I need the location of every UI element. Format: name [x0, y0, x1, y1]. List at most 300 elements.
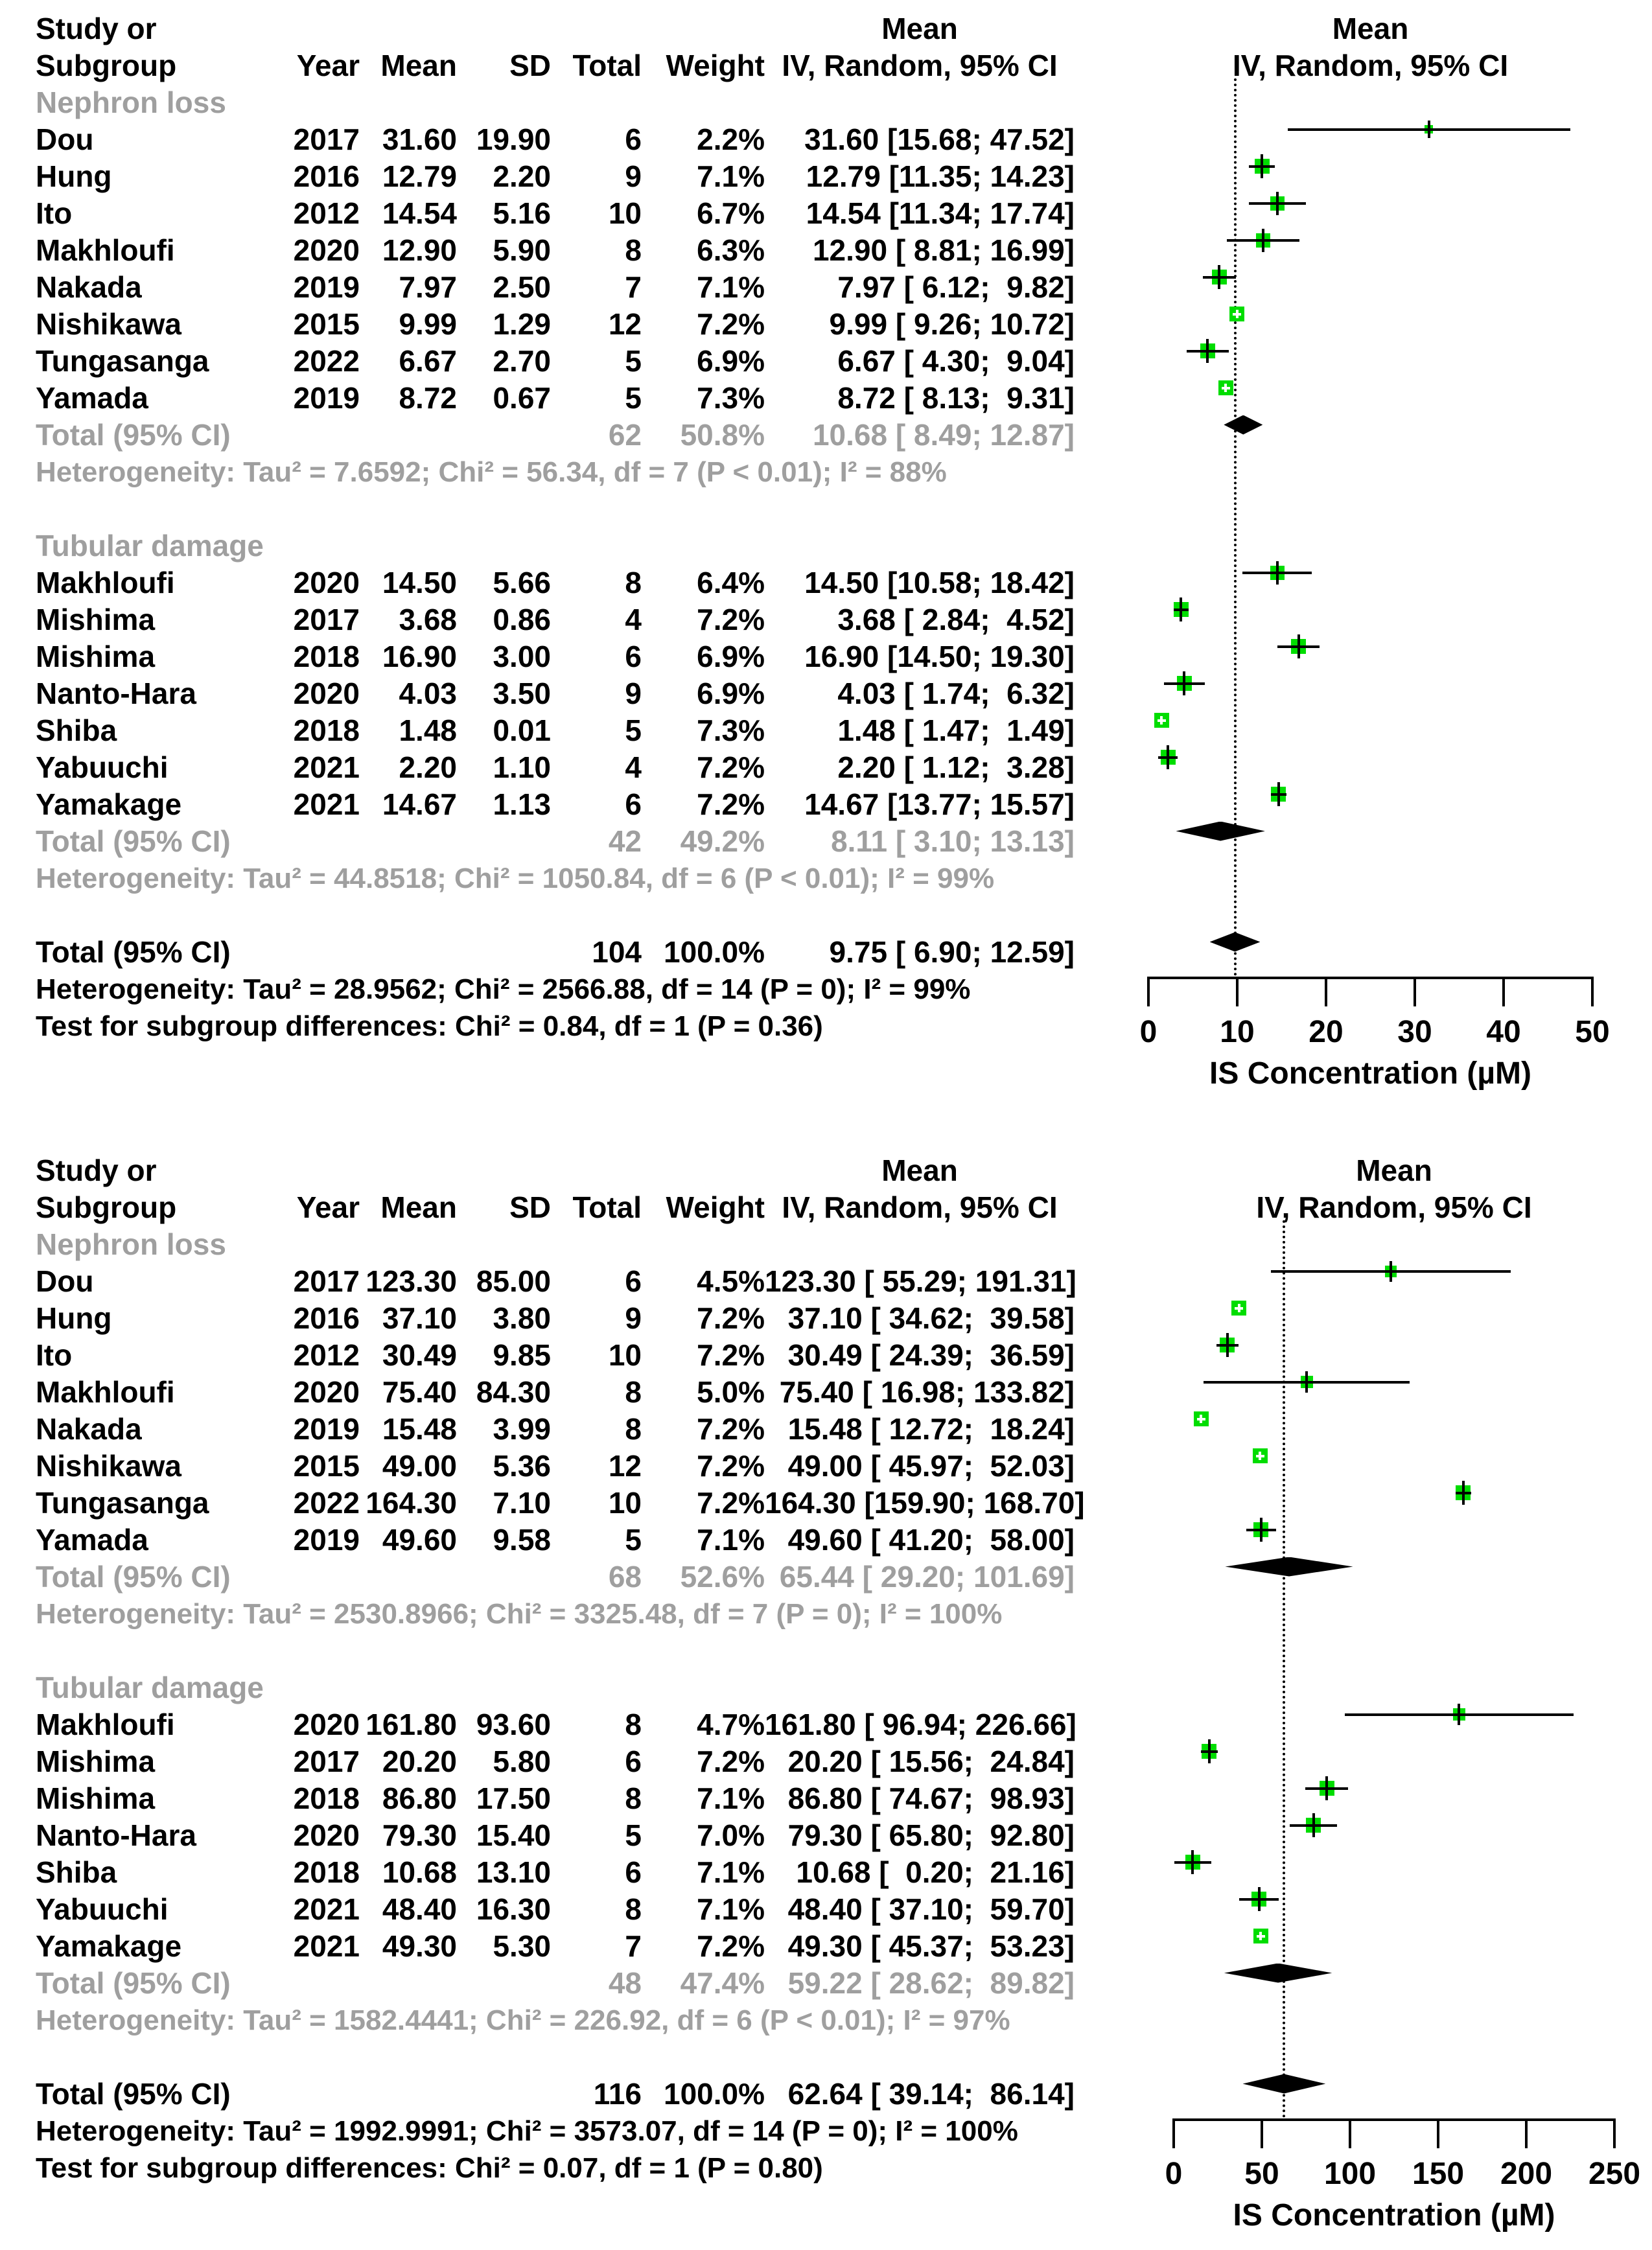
point-estimate-tick: [1312, 1813, 1315, 1837]
total-value: 6: [625, 787, 642, 821]
point-estimate-cross: [1197, 1418, 1205, 1421]
study-name: Makhloufi: [36, 566, 175, 599]
total-value: 116: [593, 2077, 642, 2111]
sd-value: 0.01: [493, 713, 551, 747]
diamond-marker: [1224, 1964, 1332, 1983]
column-header-total: Total: [572, 49, 642, 82]
sd-value: 84.30: [476, 1375, 551, 1409]
diamond-marker: [1176, 822, 1264, 841]
study-row: [0, 1891, 1089, 1928]
year-value: 2021: [293, 1892, 360, 1926]
study-row: [0, 1928, 1089, 1965]
sd-value: 5.80: [493, 1745, 551, 1778]
point-estimate-cross: [1257, 1935, 1265, 1938]
forest-table: [0, 1152, 1089, 2186]
sd-value: 2.50: [493, 270, 551, 304]
diamond-marker: [1225, 1557, 1353, 1577]
point-estimate-tick: [1180, 597, 1182, 621]
axis-tick-label: 50: [1575, 1015, 1610, 1049]
total-value: 10: [608, 1338, 642, 1372]
axis-tick-label: 150: [1412, 2157, 1465, 2191]
total-value: 62: [608, 418, 642, 452]
sd-value: 7.10: [493, 1486, 551, 1520]
study-row: [0, 1448, 1089, 1485]
study-name: Total (95% CI): [36, 418, 231, 452]
year-value: 2021: [293, 750, 360, 784]
study-row: [0, 1411, 1089, 1448]
axis-tick: [1349, 2118, 1351, 2148]
axis-tick: [1325, 977, 1327, 1006]
study-name: Ito: [36, 1338, 73, 1372]
mean-value: 14.54: [382, 196, 457, 230]
plot-header-mean: Mean: [1332, 12, 1409, 45]
point-estimate-cross: [1158, 719, 1166, 722]
year-value: [250, 1965, 360, 2002]
point-estimate-tick: [1260, 1518, 1262, 1542]
year-value: 2022: [293, 344, 360, 378]
diamond-marker: [1242, 2074, 1325, 2094]
mean-value: 6.67: [399, 344, 457, 378]
overall-heterogeneity-row: Heterogeneity: Tau² = 28.9562; Chi² = 2566.88, df = 14 (P = 0); I² = 99%: [36, 973, 971, 1005]
study-name: Makhloufi: [36, 1375, 175, 1409]
weight-value: 7.2%: [697, 1486, 765, 1520]
total-value: 48: [608, 1966, 642, 2000]
heterogeneity-row: Heterogeneity: Tau² = 44.8518; Chi² = 1050.84, df = 6 (P < 0.01); I² = 99%: [36, 863, 995, 894]
year-value: 2019: [293, 1523, 360, 1557]
year-value: [250, 823, 360, 860]
sd-value: 5.66: [493, 566, 551, 599]
ci-value: 7.97 [ 6.12; 9.82]: [837, 270, 1075, 304]
total-row: [0, 1965, 1089, 2002]
ci-value: 1.48 [ 1.47; 1.49]: [837, 713, 1075, 747]
sd-value: 3.99: [493, 1412, 551, 1446]
study-row: [0, 269, 1089, 306]
sd-value: 13.10: [476, 1855, 551, 1889]
study-row: [0, 1485, 1089, 1522]
mean-value: 49.00: [382, 1449, 457, 1483]
weight-value: 47.4%: [680, 1966, 765, 2000]
weight-value: 6.4%: [697, 566, 765, 599]
year-value: 2016: [293, 1301, 360, 1335]
axis-tick: [1414, 977, 1416, 1006]
study-name: Mishima: [36, 1745, 156, 1778]
weight-value: 100.0%: [663, 935, 765, 969]
spacer-row: [0, 2039, 1089, 2076]
mean-value: 48.40: [382, 1892, 457, 1926]
weight-value: 6.3%: [697, 233, 765, 267]
year-value: 2018: [293, 1781, 360, 1815]
year-value: [250, 2076, 360, 2113]
sd-value: [457, 417, 551, 454]
study-row: [0, 712, 1089, 749]
axis-tick: [1236, 977, 1239, 1006]
weight-value: 6.7%: [697, 196, 765, 230]
weight-value: 7.3%: [697, 713, 765, 747]
study-name: Nanto-Hara: [36, 677, 196, 710]
study-name: Mishima: [36, 603, 156, 636]
weight-value: 7.2%: [697, 1449, 765, 1483]
year-value: 2012: [293, 196, 360, 230]
ci-value: 65.44 [ 29.20; 101.69]: [779, 1560, 1075, 1594]
point-estimate-tick: [1305, 1371, 1308, 1393]
point-estimate-tick: [1258, 1887, 1261, 1911]
study-row: [0, 1780, 1089, 1817]
year-value: 2020: [293, 1375, 360, 1409]
year-value: 2022: [293, 1486, 360, 1520]
mean-value: [360, 934, 457, 971]
total-value: 8: [625, 233, 642, 267]
weight-value: 7.3%: [697, 381, 765, 415]
weight-value: 49.2%: [680, 824, 765, 858]
ci-value: 12.79 [11.35; 14.23]: [806, 159, 1075, 193]
total-value: 12: [608, 307, 642, 341]
ci-value: 48.40 [ 37.10; 59.70]: [787, 1892, 1075, 1926]
spacer: [642, 1152, 765, 1189]
sd-value: 17.50: [476, 1781, 551, 1815]
column-header-mean-over-ci: Mean: [881, 12, 958, 45]
weight-value: 7.1%: [697, 159, 765, 193]
sd-value: 16.30: [476, 1892, 551, 1926]
study-row: [0, 1817, 1089, 1854]
study-row: [0, 1337, 1089, 1374]
year-value: 2015: [293, 307, 360, 341]
subgroup-test-row: Test for subgroup differences: Chi² = 0.84, df = 1 (P = 0.36): [36, 1010, 823, 1042]
study-name: Hung: [36, 159, 112, 193]
study-name: Nishikawa: [36, 1449, 181, 1483]
study-row: [0, 343, 1089, 380]
weight-value: 7.2%: [697, 1412, 765, 1446]
sd-value: 19.90: [476, 122, 551, 156]
total-value: 10: [608, 196, 642, 230]
point-estimate-tick: [1183, 671, 1185, 695]
weight-value: 7.2%: [697, 750, 765, 784]
weight-value: 4.5%: [697, 1264, 765, 1298]
ci-value: 62.64 [ 39.14; 86.14]: [787, 2077, 1075, 2111]
weight-value: 6.9%: [697, 640, 765, 673]
sd-value: 5.36: [493, 1449, 551, 1483]
total-value: 8: [625, 1708, 642, 1741]
column-header-weight: Weight: [666, 1190, 765, 1224]
total-value: 8: [625, 566, 642, 599]
heterogeneity-row: Heterogeneity: Tau² = 7.6592; Chi² = 56.34, df = 7 (P < 0.01); I² = 88%: [36, 456, 947, 488]
total-value: 9: [625, 1301, 642, 1335]
year-value: 2020: [293, 1818, 360, 1852]
forest-plot-um-high: [0, 1142, 1652, 2250]
study-name: Dou: [36, 122, 94, 156]
column-header-subgroup: Subgroup: [36, 1190, 177, 1224]
point-estimate-tick: [1226, 1333, 1229, 1357]
study-row: [0, 1374, 1089, 1411]
sd-value: 2.20: [493, 159, 551, 193]
study-row: [0, 1706, 1089, 1743]
ci-value: 37.10 [ 34.62; 39.58]: [787, 1301, 1075, 1335]
total-value: 68: [608, 1560, 642, 1594]
table-header-row-1: [0, 10, 1089, 47]
weight-value: 6.9%: [697, 344, 765, 378]
study-row: [0, 306, 1089, 343]
ci-value: 59.22 [ 28.62; 89.82]: [787, 1966, 1075, 2000]
mean-value: 161.80: [366, 1708, 457, 1741]
mean-value: 49.30: [382, 1929, 457, 1963]
study-name: Yamada: [36, 1523, 148, 1557]
ci-value: 8.11 [ 3.10; 13.13]: [831, 824, 1075, 858]
study-name: Shiba: [36, 1855, 117, 1889]
year-value: [250, 934, 360, 971]
weight-value: 5.0%: [697, 1375, 765, 1409]
total-value: 5: [625, 1818, 642, 1852]
point-estimate-tick: [1206, 339, 1209, 363]
study-row: [0, 749, 1089, 786]
study-name: Nanto-Hara: [36, 1818, 196, 1852]
study-name: Yamakage: [36, 787, 182, 821]
study-name: Mishima: [36, 640, 156, 673]
table-header-row-2: [0, 47, 1089, 84]
mean-value: 86.80: [382, 1781, 457, 1815]
weight-value: 7.2%: [697, 787, 765, 821]
mean-value: [360, 1559, 457, 1595]
ci-value: 31.60 [15.68; 47.52]: [804, 122, 1075, 156]
ci-value: 14.67 [13.77; 15.57]: [804, 787, 1075, 821]
sd-value: [457, 934, 551, 971]
study-name: Dou: [36, 1264, 94, 1298]
mean-value: [360, 2076, 457, 2113]
total-value: 6: [625, 122, 642, 156]
column-header-study-1: Study or: [36, 12, 157, 45]
study-row: [0, 195, 1089, 232]
year-value: 2021: [293, 1929, 360, 1963]
year-value: 2017: [293, 1745, 360, 1778]
subgroup-name: Tubular damage: [36, 1671, 264, 1704]
sd-value: 3.50: [493, 677, 551, 710]
study-row: [0, 1300, 1089, 1337]
sd-value: 9.58: [493, 1523, 551, 1557]
mean-value: 20.20: [382, 1745, 457, 1778]
column-header-mean: Mean: [380, 1190, 457, 1224]
ci-value: 12.90 [ 8.81; 16.99]: [812, 233, 1075, 267]
mean-value: 37.10: [382, 1301, 457, 1335]
year-value: 2018: [293, 1855, 360, 1889]
spacer: [642, 10, 765, 47]
ci-value: 164.30 [159.90; 168.70]: [765, 1486, 1085, 1520]
weight-value: 7.2%: [697, 1929, 765, 1963]
study-name: Yamada: [36, 381, 148, 415]
x-axis-label: IS Concentration (µM): [1233, 2198, 1555, 2233]
point-estimate-tick: [1277, 782, 1280, 806]
ci-value: 14.50 [10.58; 18.42]: [804, 566, 1075, 599]
study-row: [0, 380, 1089, 417]
axis-tick-label: 10: [1220, 1015, 1255, 1049]
study-row: [0, 2076, 1089, 2113]
sd-value: 5.30: [493, 1929, 551, 1963]
study-name: Total (95% CI): [36, 935, 231, 969]
study-row: [0, 232, 1089, 269]
column-header-total: Total: [572, 1190, 642, 1224]
study-name: Total (95% CI): [36, 1560, 231, 1594]
x-axis: [1172, 2118, 1616, 2121]
column-header-year: Year: [296, 49, 360, 82]
year-value: 2021: [293, 787, 360, 821]
ci-value: 30.49 [ 24.39; 36.59]: [787, 1338, 1075, 1372]
study-name: Yabuuchi: [36, 1892, 169, 1926]
mean-value: 3.68: [399, 603, 457, 636]
sd-value: 1.13: [493, 787, 551, 821]
mean-value: 15.48: [382, 1412, 457, 1446]
study-name: Tungasanga: [36, 1486, 209, 1520]
year-value: 2019: [293, 270, 360, 304]
mean-value: 14.50: [382, 566, 457, 599]
ci-value: 75.40 [ 16.98; 133.82]: [779, 1375, 1075, 1409]
ci-value: 49.00 [ 45.97; 52.03]: [787, 1449, 1075, 1483]
overall-effect-dotted-line: [1283, 1220, 1285, 2118]
point-estimate-tick: [1191, 1850, 1194, 1874]
point-estimate-tick: [1261, 154, 1263, 178]
year-value: 2012: [293, 1338, 360, 1372]
total-value: 104: [592, 935, 642, 969]
sd-value: 15.40: [476, 1818, 551, 1852]
spacer: [457, 10, 551, 47]
axis-tick: [1261, 2118, 1263, 2148]
year-value: 2020: [293, 677, 360, 710]
study-name: Total (95% CI): [36, 2077, 231, 2111]
plot-header-ci: IV, Random, 95% CI: [1256, 1190, 1532, 1224]
sd-value: 0.67: [493, 381, 551, 415]
total-value: 6: [625, 1745, 642, 1778]
total-value: 9: [625, 159, 642, 193]
mean-value: 8.72: [399, 381, 457, 415]
spacer-row: [0, 1632, 1089, 1669]
point-estimate-cross: [1222, 387, 1230, 389]
point-estimate-tick: [1218, 265, 1220, 289]
year-value: 2018: [293, 713, 360, 747]
year-value: 2019: [293, 1412, 360, 1446]
total-row: [0, 1559, 1089, 1595]
weight-value: 100.0%: [663, 2077, 765, 2111]
study-row: [0, 601, 1089, 638]
year-value: [250, 417, 360, 454]
weight-value: 7.2%: [697, 1301, 765, 1335]
plot-header-mean: Mean: [1356, 1154, 1432, 1187]
sd-value: 1.29: [493, 307, 551, 341]
total-value: 8: [625, 1892, 642, 1926]
study-name: Shiba: [36, 713, 117, 747]
total-value: 6: [625, 640, 642, 673]
study-row: [0, 158, 1089, 195]
total-value: 42: [608, 824, 642, 858]
ci-value: 20.20 [ 15.56; 24.84]: [787, 1745, 1075, 1778]
point-estimate-tick: [1297, 634, 1300, 658]
spacer: [551, 1152, 642, 1189]
axis-tick: [1525, 2118, 1528, 2148]
total-value: 4: [625, 750, 642, 784]
mean-value: 4.03: [399, 677, 457, 710]
axis-tick: [1172, 2118, 1175, 2148]
spacer-row: [0, 491, 1089, 528]
study-row: [0, 1743, 1089, 1780]
sd-value: [457, 1965, 551, 2002]
mean-value: 75.40: [382, 1375, 457, 1409]
year-value: 2020: [293, 233, 360, 267]
study-row: [0, 1854, 1089, 1891]
weight-value: 50.8%: [680, 418, 765, 452]
study-row: [0, 675, 1089, 712]
study-row: [0, 564, 1089, 601]
weight-value: 7.1%: [697, 1892, 765, 1926]
subgroup-label: [0, 84, 1089, 121]
forest-table: [0, 10, 1089, 1045]
study-name: Ito: [36, 196, 73, 230]
spacer: [360, 10, 457, 47]
x-axis-label: IS Concentration (µM): [1209, 1056, 1531, 1091]
overall-heterogeneity-row: Heterogeneity: Tau² = 1992.9991; Chi² = 3573.07, df = 14 (P = 0); I² = 100%: [36, 2115, 1018, 2147]
axis-tick: [1437, 2118, 1439, 2148]
point-estimate-tick: [1462, 1481, 1465, 1505]
mean-value: 12.79: [382, 159, 457, 193]
mean-value: 123.30: [366, 1264, 457, 1298]
mean-value: 16.90: [382, 640, 457, 673]
diamond-marker: [1210, 933, 1261, 952]
study-name: Nishikawa: [36, 307, 181, 341]
axis-tick-label: 0: [1139, 1015, 1158, 1049]
year-value: 2020: [293, 1708, 360, 1741]
ci-value: 9.75 [ 6.90; 12.59]: [829, 935, 1075, 969]
weight-value: 6.9%: [697, 677, 765, 710]
ci-value: 161.80 [ 96.94; 226.66]: [765, 1708, 1076, 1741]
study-name: Yabuuchi: [36, 750, 169, 784]
sd-value: 85.00: [476, 1264, 551, 1298]
mean-value: 10.68: [382, 1855, 457, 1889]
point-estimate-tick: [1276, 192, 1279, 215]
point-estimate-tick: [1262, 229, 1264, 252]
point-estimate-tick: [1390, 1261, 1392, 1282]
heterogeneity-row: Heterogeneity: Tau² = 1582.4441; Chi² = 226.92, df = 6 (P < 0.01); I² = 97%: [36, 2004, 1010, 2036]
weight-value: 7.2%: [697, 307, 765, 341]
overall-effect-dotted-line: [1234, 78, 1237, 977]
study-row: [0, 1263, 1089, 1300]
column-header-mean: Mean: [380, 49, 457, 82]
spacer: [551, 10, 642, 47]
ci-value: 123.30 [ 55.29; 191.31]: [765, 1264, 1076, 1298]
sd-value: [457, 2076, 551, 2113]
ci-value: 49.60 [ 41.20; 58.00]: [787, 1523, 1075, 1557]
mean-value: 2.20: [399, 750, 457, 784]
ci-value: 86.80 [ 74.67; 98.93]: [787, 1781, 1075, 1815]
year-value: 2020: [293, 566, 360, 599]
point-estimate-tick: [1167, 745, 1169, 769]
subgroup-label: [0, 528, 1089, 564]
axis-tick: [1147, 977, 1150, 1006]
total-value: 5: [625, 713, 642, 747]
weight-value: 2.2%: [697, 122, 765, 156]
mean-value: 30.49: [382, 1338, 457, 1372]
mean-value: [360, 417, 457, 454]
forest-plot-panel: [1165, 1142, 1641, 2250]
heterogeneity-row: Heterogeneity: Tau² = 2530.8966; Chi² = 3325.48, df = 7 (P = 0); I² = 100%: [36, 1598, 1003, 1630]
weight-value: 7.2%: [697, 1338, 765, 1372]
total-row: [0, 417, 1089, 454]
axis-tick-label: 50: [1244, 2157, 1279, 2191]
total-value: 4: [625, 603, 642, 636]
spacer-row: [0, 897, 1089, 934]
year-value: 2019: [293, 381, 360, 415]
total-value: 8: [625, 1781, 642, 1815]
study-name: Makhloufi: [36, 233, 175, 267]
study-name: Nakada: [36, 1412, 142, 1446]
total-value: 9: [625, 677, 642, 710]
axis-tick-label: 0: [1165, 2157, 1183, 2191]
subgroup-label: [0, 1226, 1089, 1263]
forest-plot-um-low: [0, 0, 1652, 1108]
study-name: Total (95% CI): [36, 1966, 231, 2000]
